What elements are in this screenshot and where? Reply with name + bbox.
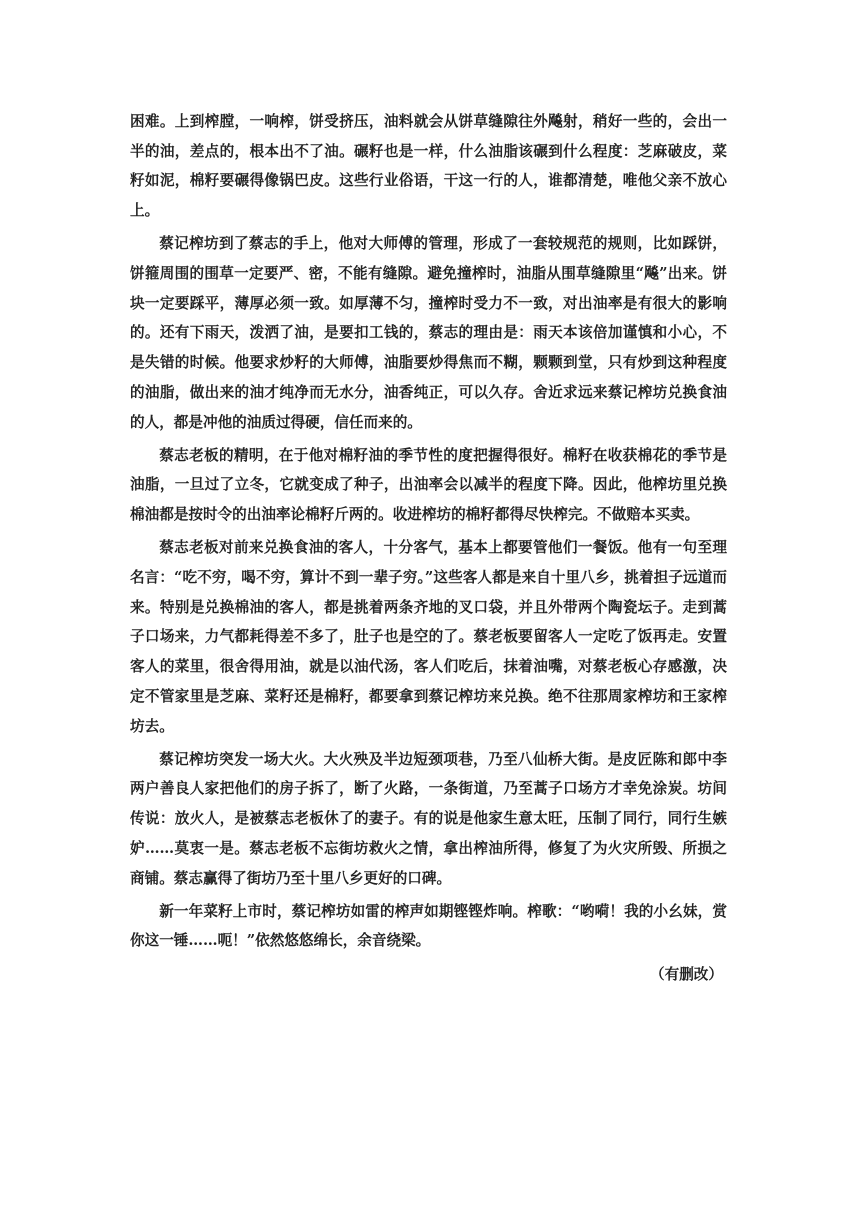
paragraph-continuation: 困难。上到榨膛，一响榨，饼受挤压，油料就会从饼草缝隙往外飚射，稍好一些的，会出一半的油，差点的，根本出不了油。碾籽也是一样，什么油脂该碾到什么程度：芝麻破皮，菜籽如泥，棉籽要碾得像锅巴皮。这些行业俗语，干这一行的人，谁都清楚，唯他父亲不放心上。 [130,113,727,220]
paragraph-management-rules: 蔡记榨坊到了蔡志的手上，他对大师傅的管理，形成了一套较规范的规则，比如踩饼，饼箍周围的围草一定要严、密，不能有缝隙。避免撞榨时，油脂从围草缝隙里“飚”出来。饼块一定要踩平，薄厚必须一致。如厚薄不匀，撞榨时受力不一致，对出油率是有很大的影响的。还有下雨天，泼洒了油，是要扣工钱的，蔡志的理由是：雨天本该倍加谨慎和小心，不是失错的时候。他要求炒籽的大师傅，油脂要炒得焦而不糊，颗颗到堂，只有炒到这种程度的油脂，做出来的油才纯净而无水分，油香纯正，可以久存。舍近求远来蔡记榨坊兑换食油的人，都是冲他的油质过得硬，信任而来的。 [130,235,727,431]
paragraph-fire: 蔡记榨坊突发一场大火。大火殃及半边短颈项巷，乃至八仙桥大街。是皮匠陈和郎中李两户善良人家把他们的房子拆了，断了火路，一条街道，乃至蒿子口场方才幸免涂炭。坊间传说：放火人，是被蔡志老板休了的妻子。有的说是他家生意太旺，压制了同行，同行生嫉妒……莫衷一是。蔡志老板不忘街坊救火之情，拿出榨油所得，修复了为火灾所毁、所损之商铺。蔡志赢得了街坊乃至十里八乡更好的口碑。 [130,750,727,887]
paragraph-new-year: 新一年菜籽上市时，蔡记榨坊如雷的榨声如期铿铿炸响。榨歌：“哟嗬！我的小幺妹，赏你这一锤……呃！”依然悠悠绵长，余音绕梁。 [130,902,727,950]
paragraph-hospitality: 蔡志老板对前来兑换食油的客人，十分客气，基本上都要管他们一餐饭。他有一句至理名言：“吃不穷，喝不穷，算计不到一辈子穷。”这些客人都是来自十里八乡，挑着担子远道而来。特别是兑换棉油的客人，都是挑着两条齐地的叉口袋，并且外带两个陶瓷坛子。走到蒿子口场来，力气都耗得差不多了，肚子也是空的了。蔡老板要留客人一定吃了饭再走。安置客人的菜里，很舍得用油，就是以油代汤，客人们吃后，抹着油嘴，对蔡老板心存感激，决定不管家里是芝麻、菜籽还是棉籽，都要拿到蔡记榨坊来兑换。绝不往那周家榨坊和王家榨坊去。 [130,539,727,735]
paragraph-cottonseed-season: 蔡志老板的精明，在于他对棉籽油的季节性的度把握得很好。棉籽在收获棉花的季节是油脂，一旦过了立冬，它就变成了种子，出油率会以减半的程度下降。因此，他榨坊里兑换棉油都是按时令的出油率论棉籽斤两的。收进榨坊的棉籽都得尽快榨完。不做赔本买卖。 [130,446,727,524]
edit-note: （有删改） [650,965,723,983]
document-page [130,107,727,993]
